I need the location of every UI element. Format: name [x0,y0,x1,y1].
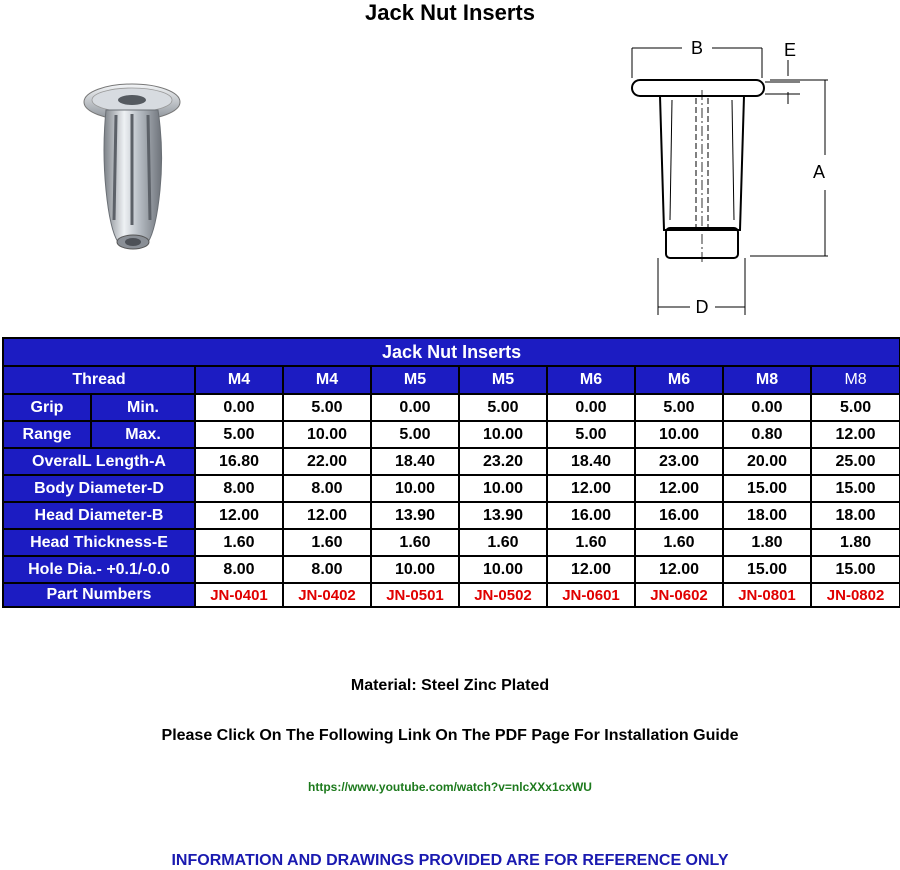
grip-label: Grip [3,394,91,421]
table-cell: 12.00 [195,502,283,529]
table-cell: 15.00 [811,475,900,502]
label-b: B [690,38,704,58]
table-cell: 25.00 [811,448,900,475]
part-number-cell: JN-0801 [723,583,811,607]
table-cell: 10.00 [371,475,459,502]
table-cell: 12.00 [635,556,723,583]
table-cell: 10.00 [459,475,547,502]
table-cell: 16.00 [635,502,723,529]
max-label: Max. [91,421,195,448]
grip-min-cell: 0.00 [371,394,459,421]
table-cell: 8.00 [283,556,371,583]
table-cell: 22.00 [283,448,371,475]
grip-max-cell: 10.00 [283,421,371,448]
table-cell: 1.80 [723,529,811,556]
table-cell: 8.00 [195,475,283,502]
grip-min-cell: 0.00 [195,394,283,421]
table-cell: 18.00 [811,502,900,529]
thread-header: Thread [3,366,195,394]
dimension-drawing [610,30,860,330]
row-label: Head Thickness-E [3,529,195,556]
table-cell: 12.00 [547,556,635,583]
thread-cell: M8 [723,366,811,394]
label-e: E [783,40,797,60]
table-cell: 1.60 [283,529,371,556]
part-numbers-label: Part Numbers [3,583,195,607]
part-number-cell: JN-0501 [371,583,459,607]
grip-max-cell: 0.80 [723,421,811,448]
part-number-cell: JN-0402 [283,583,371,607]
range-label: Range [3,421,91,448]
min-label: Min. [91,394,195,421]
thread-cell: M4 [195,366,283,394]
grip-min-cell: 5.00 [811,394,900,421]
table-cell: 1.60 [371,529,459,556]
table-cell: 15.00 [811,556,900,583]
grip-min-cell: 0.00 [547,394,635,421]
table-cell: 20.00 [723,448,811,475]
table-cell: 1.60 [635,529,723,556]
table-cell: 10.00 [371,556,459,583]
part-number-cell: JN-0401 [195,583,283,607]
table-cell: 13.90 [459,502,547,529]
grip-min-cell: 5.00 [635,394,723,421]
table-cell: 8.00 [195,556,283,583]
table-cell: 23.00 [635,448,723,475]
disclaimer: INFORMATION AND DRAWINGS PROVIDED ARE FOR REFERENCE ONLY [171,852,729,869]
thread-cell: M4 [283,366,371,394]
part-number-cell: JN-0502 [459,583,547,607]
grip-max-cell: 12.00 [811,421,900,448]
part-number-cell: JN-0601 [547,583,635,607]
thread-cell: M8 [811,366,900,394]
grip-max-cell: 5.00 [371,421,459,448]
table-cell: 18.40 [371,448,459,475]
row-label: Body Diameter-D [3,475,195,502]
thread-cell: M6 [547,366,635,394]
label-a: A [812,162,826,182]
table-cell: 8.00 [283,475,371,502]
installation-guide-link[interactable]: https://www.youtube.com/watch?v=nlcXXx1cxWU [308,780,592,794]
table-cell: 12.00 [283,502,371,529]
table-cell: 1.60 [195,529,283,556]
table-cell: 10.00 [459,556,547,583]
jack-nut-photo [80,70,185,260]
grip-max-cell: 5.00 [547,421,635,448]
grip-min-cell: 5.00 [283,394,371,421]
table-cell: 13.90 [371,502,459,529]
table-cell: 1.80 [811,529,900,556]
table-cell: 15.00 [723,475,811,502]
grip-max-cell: 10.00 [459,421,547,448]
table-cell: 16.80 [195,448,283,475]
row-label: OveralL Length-A [3,448,195,475]
material-note: Material: Steel Zinc Plated [350,677,550,694]
part-number-cell: JN-0802 [811,583,900,607]
row-label: Hole Dia.- +0.1/-0.0 [3,556,195,583]
table-cell: 23.20 [459,448,547,475]
table-cell: 12.00 [635,475,723,502]
table-cell: 12.00 [547,475,635,502]
table-cell: 18.00 [723,502,811,529]
grip-min-cell: 0.00 [723,394,811,421]
thread-cell: M5 [459,366,547,394]
table-cell: 18.40 [547,448,635,475]
grip-max-cell: 10.00 [635,421,723,448]
grip-max-cell: 5.00 [195,421,283,448]
row-label: Head Diameter-B [3,502,195,529]
table-cell: 16.00 [547,502,635,529]
table-cell: 15.00 [723,556,811,583]
part-number-cell: JN-0602 [635,583,723,607]
page-title: Jack Nut Inserts [365,0,535,25]
table-cell: 1.60 [547,529,635,556]
table-caption: Jack Nut Inserts [3,338,900,366]
installation-note: Please Click On The Following Link On The PDF Page For Installation Guide [161,727,739,744]
table-cell: 1.60 [459,529,547,556]
thread-cell: M5 [371,366,459,394]
grip-min-cell: 5.00 [459,394,547,421]
spec-table [2,337,900,608]
thread-cell: M6 [635,366,723,394]
label-d: D [695,297,709,317]
